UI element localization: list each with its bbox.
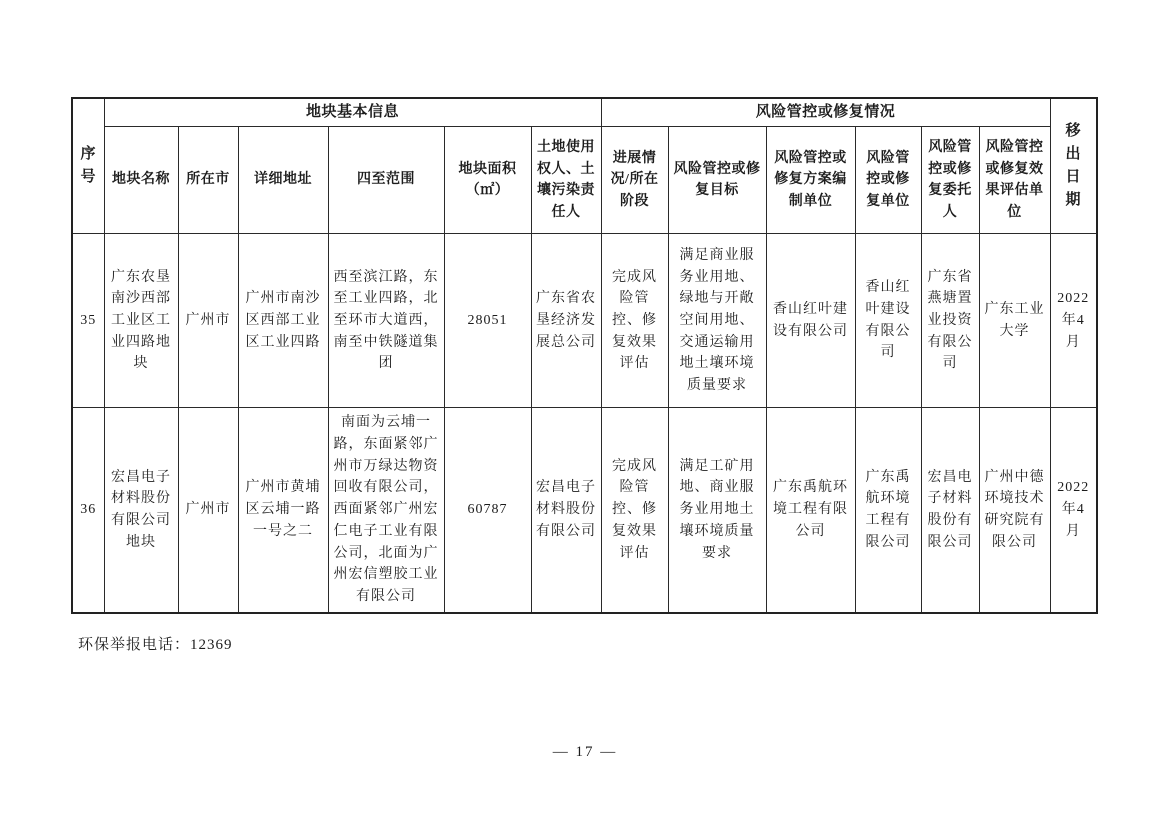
address-cell: 广州市黄埔区云埔一路一号之二 [238,408,328,613]
target-cell: 满足商业服务业用地、绿地与开敞空间用地、交通运输用地土壤环境质量要求 [668,234,766,408]
col-header-removal-date [1050,98,1097,234]
col-header-city: 所在市 [178,127,238,234]
progress-cell: 完成风险管控、修复效果评估 [601,408,668,613]
col-header-client: 风险管控或修复委托人 [921,127,979,234]
serial-header-label: 序号 [80,145,96,186]
progress-cell: 完成风险管控、修复效果评估 [601,234,668,408]
col-header-repair-unit: 风险管控或修复单位 [855,127,921,234]
repair-unit-cell: 香山红叶建设有限公司 [855,234,921,408]
parcel-name-cell: 广东农垦南沙西部工业区工业四路地块 [104,234,178,408]
col-header-progress: 进展情况/所在阶段 [601,127,668,234]
serial-cell: 36 [72,408,104,613]
col-header-target: 风险管控或修复目标 [668,127,766,234]
page-number: — 17 — [552,744,618,760]
boundary-cell: 西至滨江路，东至工业四路，北至环市大道西，南至中铁隧道集团 [328,234,444,408]
col-header-parcel-name: 地块名称 [104,127,178,234]
city-cell: 广州市 [178,408,238,613]
table-row [72,234,1097,408]
assess-unit-cell: 广东工业大学 [979,234,1050,408]
removal-date-cell: 2022年4月 [1050,408,1097,613]
col-header-owner: 土地使用权人、土壤污染责任人 [531,127,601,234]
group-header-row [72,98,1097,127]
plan-unit-cell: 广东禹航环境工程有限公司 [766,408,855,613]
repair-unit-cell: 广东禹航环境工程有限公司 [855,408,921,613]
hotline-text: 环保举报电话：12369 [78,637,233,653]
table-row [72,408,1097,613]
group-header-basic-info: 地块基本信息 [104,98,601,127]
column-header-row [72,127,1097,234]
city-cell: 广州市 [178,234,238,408]
owner-cell: 广东省农垦经济发展总公司 [531,234,601,408]
land-parcel-table [71,97,1098,614]
col-header-address: 详细地址 [238,127,328,234]
plan-unit-cell: 香山红叶建设有限公司 [766,234,855,408]
group-header-risk-info: 风险管控或修复情况 [601,98,1050,127]
area-cell: 60787 [444,408,531,613]
boundary-cell: 南面为云埔一路，东面紧邻广州市万绿达物资回收有限公司，西面紧邻广州宏仁电子工业有限公司，北面为广州宏信塑胶工业有限公司 [328,408,444,613]
col-header-area: 地块面积（㎡） [444,127,531,234]
address-cell: 广州市南沙区西部工业区工业四路 [238,234,328,408]
serial-cell: 35 [72,234,104,408]
target-cell: 满足工矿用地、商业服务业用地土壤环境质量要求 [668,408,766,613]
area-cell: 28051 [444,234,531,408]
col-header-boundary: 四至范围 [328,127,444,234]
removal-date-header-label: 移出日期 [1065,122,1082,209]
client-cell: 宏昌电子材料股份有限公司 [921,408,979,613]
owner-cell: 宏昌电子材料股份有限公司 [531,408,601,613]
client-cell: 广东省燕塘置业投资有限公司 [921,234,979,408]
col-header-plan-unit: 风险管控或修复方案编制单位 [766,127,855,234]
assess-unit-cell: 广州中德环境技术研究院有限公司 [979,408,1050,613]
removal-date-cell: 2022年4月 [1050,234,1097,408]
parcel-name-cell: 宏昌电子材料股份有限公司地块 [104,408,178,613]
col-header-serial [72,98,104,234]
col-header-assess-unit: 风险管控或修复效果评估单位 [979,127,1050,234]
